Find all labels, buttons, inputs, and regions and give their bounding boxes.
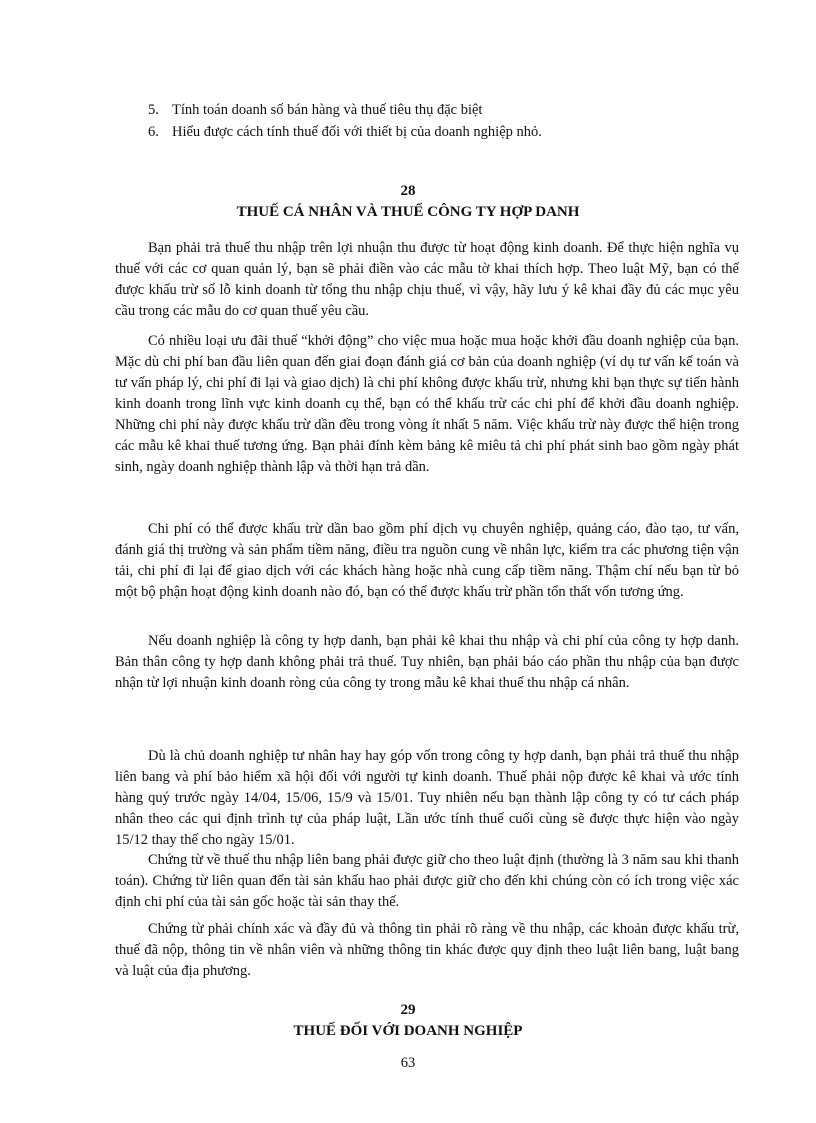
paragraph-7: Chứng từ phải chính xác và đầy đủ và thông tin phải rõ ràng về thu nhập, các khoản được khấu trừ, thuế đã nộp, thông tin về nhân viên và những thông tin khác được quy định theo luật liên bang, luật bang và luật của địa phương.	[115, 921, 739, 979]
paragraph-1: Bạn phải trả thuế thu nhập trên lợi nhuận thu được từ hoạt động kinh doanh. Để thực hiện nghĩa vụ thuế với các cơ quan quản lý, bạn sẽ phải điền vào các mẫu tờ khai thích hợp. Theo luật Mỹ, bạn có thể được khấu trừ số lỗ kinh doanh từ tổng thu nhập chịu thuế, vì vậy, hãy lưu ý kê khai đầy đủ các mục yêu cầu trong các mẫu do cơ quan thuế yêu cầu.	[115, 240, 739, 319]
chapter-28-title: THUẾ CÁ NHÂN VÀ THUẾ CÔNG TY HỢP DANH	[236, 204, 580, 220]
paragraph-5: Dù là chủ doanh nghiệp tư nhân hay hay góp vốn trong công ty hợp danh, bạn phải trả thuế thu nhập liên bang và phí bảo hiểm xã hội đối với người tự kinh doanh. Thuế phải nộp được kê khai và ước tính hàng quý trước ngày 14/04, 15/06, 15/9 và 15/01. Tuy nhiên nếu bạn thành lập công ty có tư cách pháp nhân theo các qui định trình tự của pháp luật, Lần ước tính thuế cuối cùng sẽ được thực hiện vào ngày 15/12 thay thế cho ngày 15/01.	[115, 748, 739, 848]
chapter-28-number: 28	[400, 183, 416, 199]
list-item-text: Tính toán doanh số bán hàng và thuế tiêu thụ đặc biệt	[172, 102, 483, 118]
objectives-list	[148, 99, 748, 143]
paragraph-4: Nếu doanh nghiệp là công ty hợp danh, bạn phải kê khai thu nhập và chi phí của công ty hợp danh. Bản thân công ty hợp danh không phải trả thuế. Tuy nhiên, bạn phải báo cáo phần thu nhập của bạn được nhận từ lợi nhuận kinh doanh ròng của công ty trong mẫu kê khai thuế thu nhập cá nhân.	[115, 633, 739, 691]
page-number: 63	[400, 1055, 416, 1071]
list-item-number: 6.	[148, 124, 159, 140]
paragraph-2: Có nhiều loại ưu đãi thuế “khởi động” cho việc mua hoặc mua hoặc khởi đầu doanh nghiệp của bạn. Mặc dù chi phí ban đầu liên quan đến giai đoạn đánh giá cơ bản của doanh nghiệp (ví dụ tư vấn kế toán và tư vấn pháp lý, chi phí đi lại và giao dịch) là chi phí không được khấu trừ, nhưng khi bạn thực sự tiến hành kinh doanh trong lĩnh vực kinh doanh cụ thể, bạn có thể khấu trừ các chi phí để khởi đầu doanh nghiệp. Những chi phí này được khấu trừ dần đều trong vòng ít nhất 5 năm. Việc khấu trừ này được thể hiện trong các mẫu kê khai thuế tương ứng. Bạn phải đính kèm bảng kê miêu tả chi phí phát sinh bao gồm ngày phát sinh, ngày doanh nghiệp thành lập và thời hạn trả dần.	[115, 333, 739, 475]
paragraph-3: Chi phí có thể được khấu trừ dần bao gồm phí dịch vụ chuyên nghiệp, quảng cáo, đào tạo, tư vấn, đánh giá thị trường và sản phẩm tiềm năng, điều tra nguồn cung về nhân lực, kiểm tra các phương tiện vận tải, chi phí đi lại để giao dịch với các khách hàng hoặc nhà cung cấp tiềm năng. Thậm chí nếu bạn từ bỏ một bộ phận hoạt động kinh doanh nào đó, bạn có thể được khấu trừ phần tổn thất vốn tương ứng.	[115, 521, 739, 600]
paragraph-6: Chứng từ về thuế thu nhập liên bang phải được giữ cho theo luật định (thường là 3 năm sau khi thanh toán). Chứng từ liên quan đến tài sản khấu hao phải được giữ cho đến khi chúng còn có ích trong việc xác định chi phí của tài sản gốc hoặc tài sản thay thế.	[115, 852, 739, 910]
chapter-29-title: THUẾ ĐỐI VỚI DOANH NGHIỆP	[293, 1023, 523, 1039]
list-item-number: 5.	[148, 102, 159, 118]
chapter-29-number: 29	[400, 1002, 416, 1018]
list-item	[148, 99, 748, 121]
list-item	[148, 121, 748, 143]
list-item-text: Hiểu được cách tính thuế đối với thiết bị của doanh nghiệp nhỏ.	[172, 124, 542, 140]
